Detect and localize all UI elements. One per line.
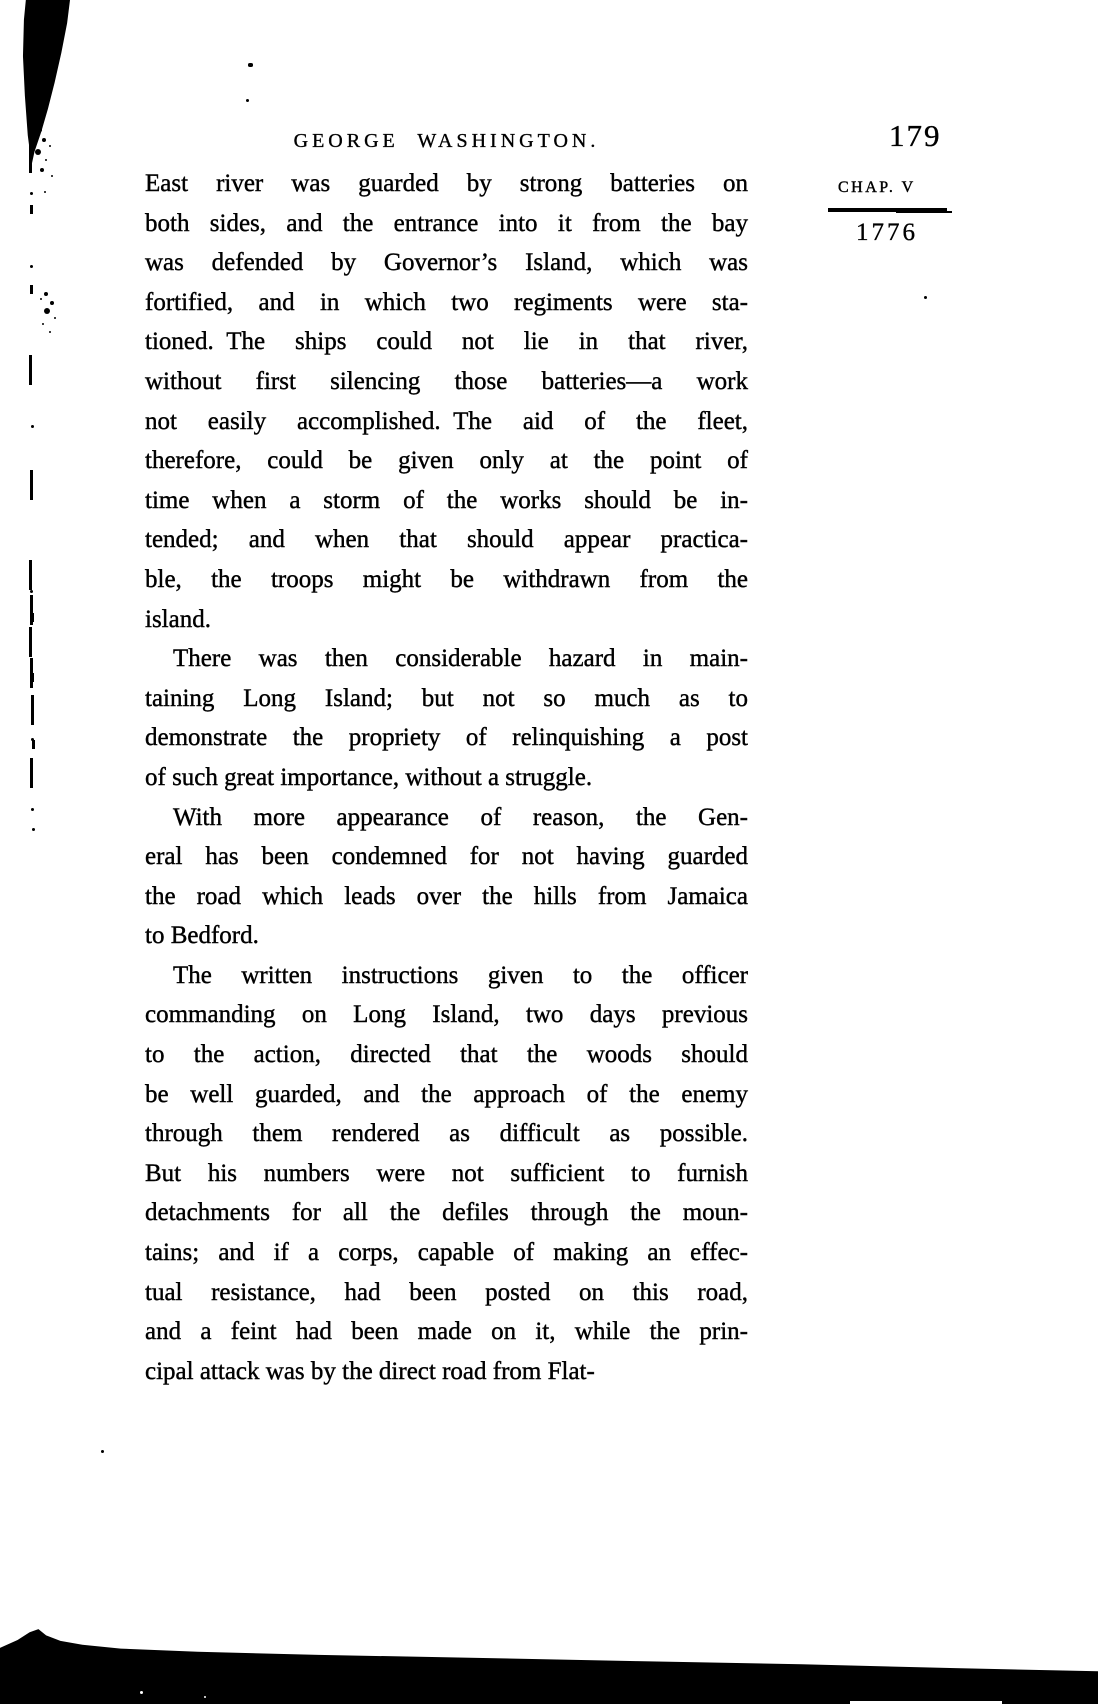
margin-note-year: 1776 xyxy=(856,219,918,246)
scan-smudge-top-left xyxy=(22,0,70,165)
text-line: through them rendered as difficult as possible. xyxy=(145,1120,748,1148)
text-line: island. xyxy=(145,605,211,633)
text-line: was defended by Governor’s Island, which was xyxy=(145,249,748,277)
scan-speck xyxy=(248,63,253,67)
scan-speck xyxy=(924,296,927,299)
text-line: without first silencing those batteries—a work xyxy=(145,367,748,395)
text-line: tended; and when that should appear practica- xyxy=(145,526,748,554)
text-line: cipal attack was by the direct road from Flat- xyxy=(145,1357,595,1385)
text-line: But his numbers were not sufficient to furnish xyxy=(145,1159,748,1187)
text-line: not easily accomplished. The aid of the fleet, xyxy=(145,407,748,435)
scan-speck xyxy=(101,1450,104,1453)
scan-speckles-mid-left xyxy=(44,292,48,296)
text-line: be well guarded, and the approach of the enemy xyxy=(145,1080,748,1108)
text-line: tains; and if a corps, capable of making an effec- xyxy=(145,1239,748,1267)
scan-band-fleck xyxy=(204,1696,206,1698)
scan-black-band-bottom xyxy=(0,1626,1098,1704)
text-line: taining Long Island; but not so much as to xyxy=(145,684,748,712)
text-line: detachments for all the defiles through the moun- xyxy=(145,1199,748,1227)
text-line: to the action, directed that the woods should xyxy=(145,1041,748,1069)
scan-dots-left-margin xyxy=(30,192,33,195)
scan-ticks-left-margin xyxy=(30,205,33,214)
text-line: There was then considerable hazard in main- xyxy=(173,645,748,673)
text-line: fortified, and in which two regiments were sta- xyxy=(145,288,748,316)
margin-rule-tail xyxy=(896,211,952,213)
page-number: 179 xyxy=(889,118,942,153)
scan-band-fleck xyxy=(140,1691,143,1694)
text-line: and a feint had been made on it, while the prin- xyxy=(145,1318,748,1346)
text-line: to Bedford. xyxy=(145,922,259,950)
text-line: East river was guarded by strong batteries on xyxy=(145,170,748,197)
text-line: tual resistance, had been posted on this road, xyxy=(145,1278,748,1306)
margin-note-chapter: CHAP. V xyxy=(838,179,916,196)
text-line: tioned. The ships could not lie in that river, xyxy=(145,328,748,356)
text-line: commanding on Long Island, two days previous xyxy=(145,1001,748,1029)
text-line: time when a storm of the works should be in- xyxy=(145,486,748,514)
text-line: both sides, and the entrance into it from the bay xyxy=(145,209,748,237)
scan-line-left-margin xyxy=(29,143,32,173)
text-line: of such great importance, without a struggle. xyxy=(145,763,593,791)
text-line: The written instructions given to the officer xyxy=(173,961,748,989)
text-line: ble, the troops might be withdrawn from the xyxy=(145,565,748,593)
body-text xyxy=(145,164,748,1391)
text-line: the road which leads over the hills from Jamaica xyxy=(145,882,748,910)
text-line: With more appearance of reason, the Gen- xyxy=(173,803,748,831)
running-header: GEORGE WASHINGTON. xyxy=(293,130,600,152)
text-line: therefore, could be given only at the point of xyxy=(145,447,748,475)
scan-speck xyxy=(246,99,249,102)
text-line: demonstrate the propriety of relinquishing a post xyxy=(145,724,748,752)
text-line: eral has been condemned for not having guarded xyxy=(145,843,748,871)
scan-speckles-upper-left xyxy=(38,128,42,132)
